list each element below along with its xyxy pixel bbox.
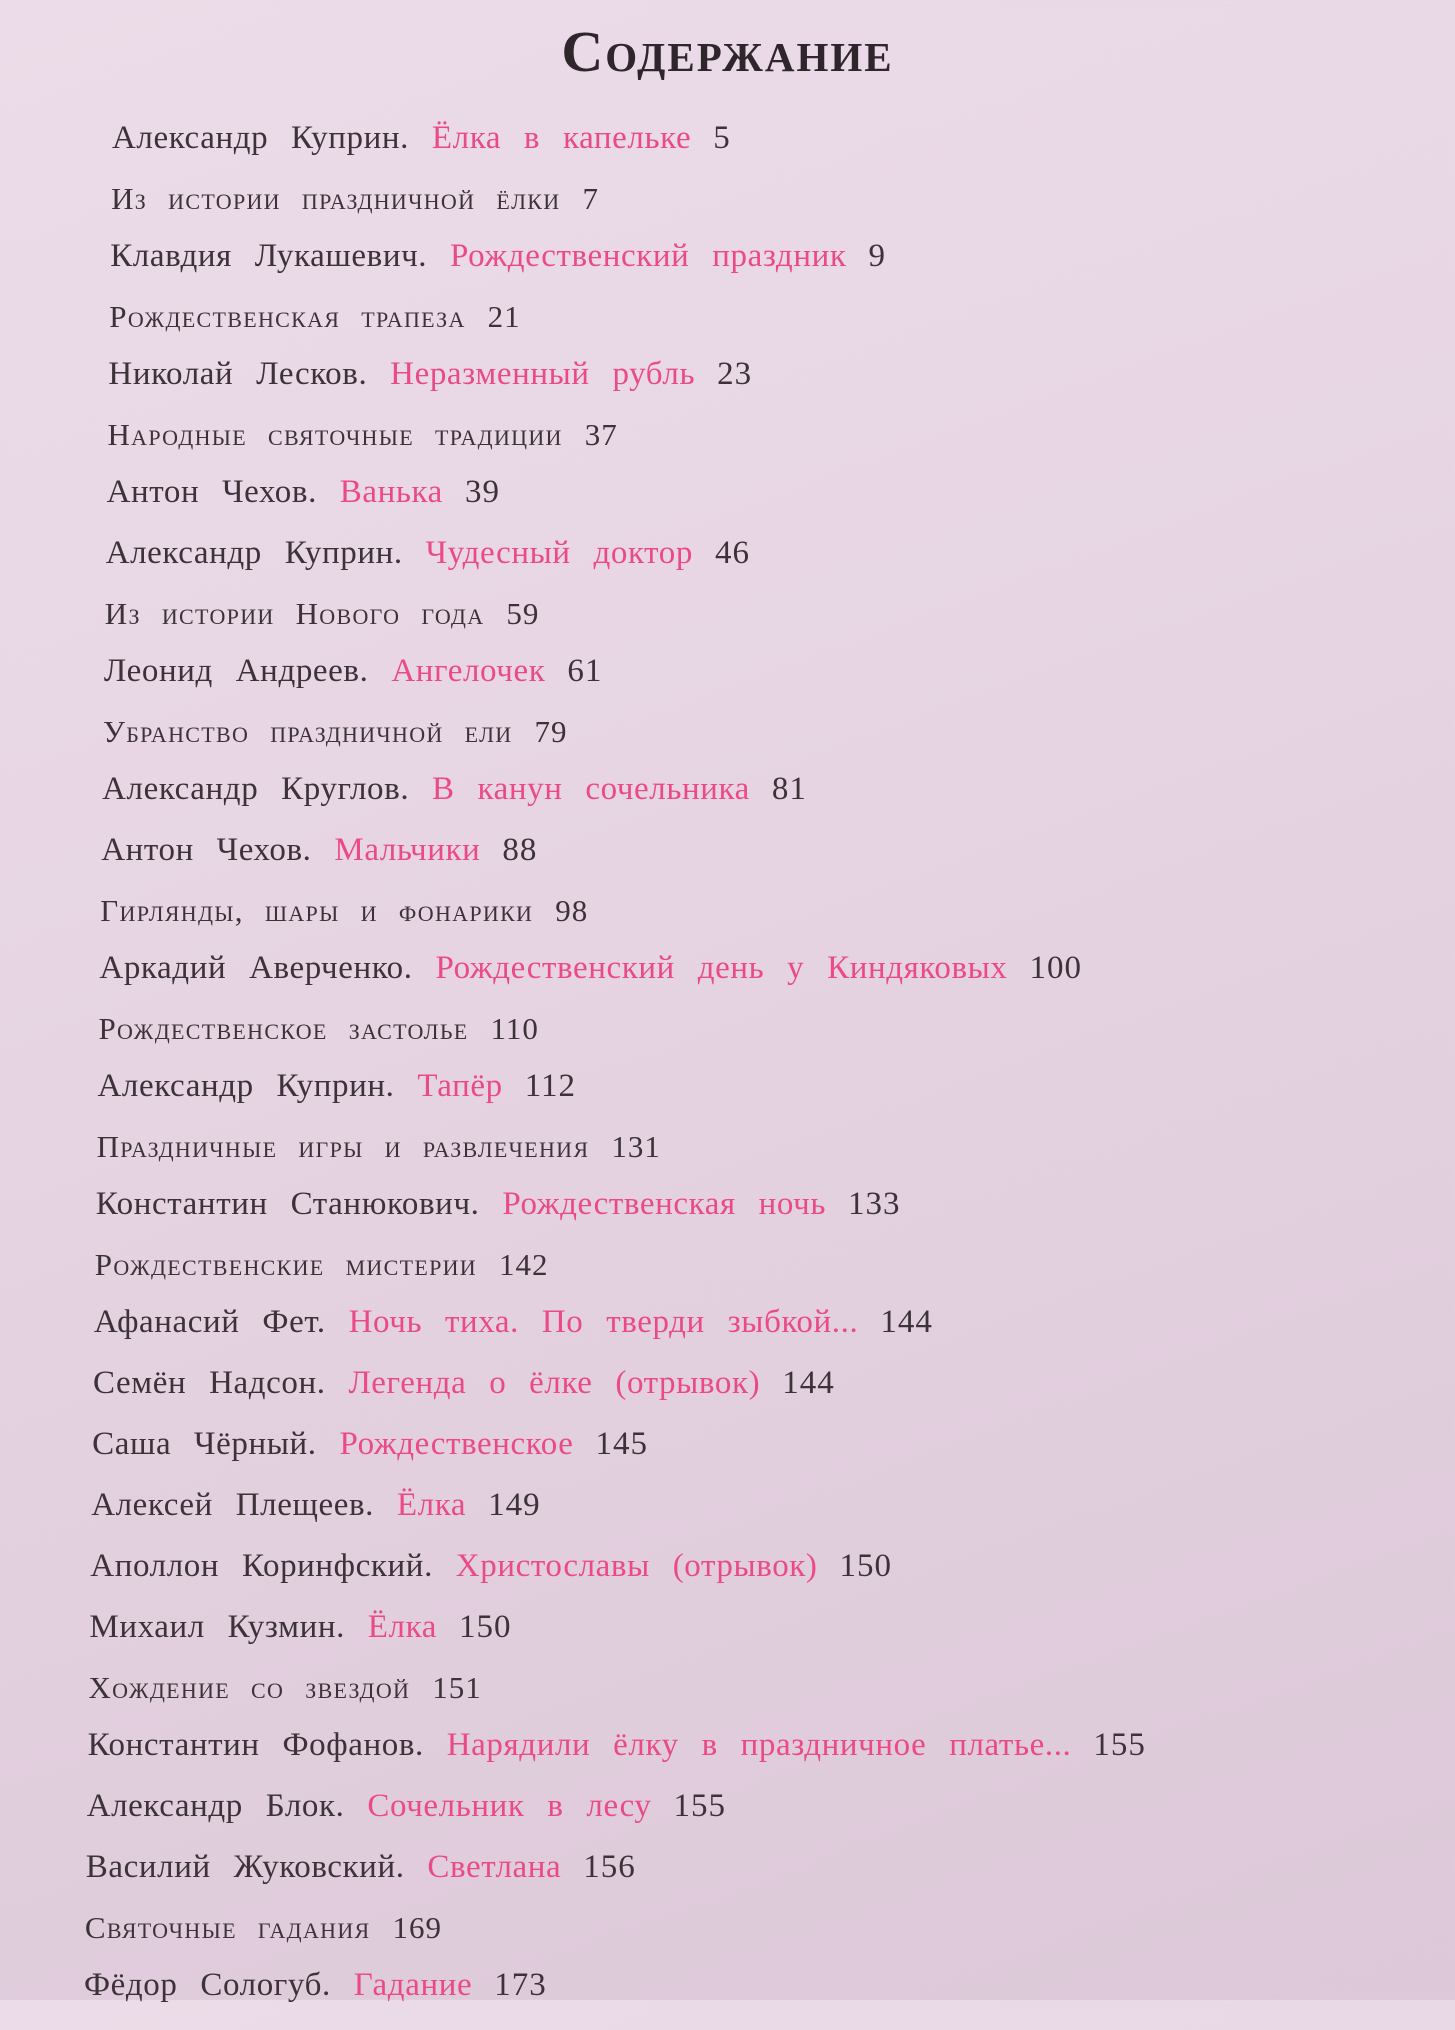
work-title: Тапёр	[417, 1068, 503, 1104]
author-name: Антон Чехов.	[101, 832, 312, 868]
page-number: 173	[494, 1967, 547, 2003]
toc-entry-article[interactable]	[0, 1131, 1455, 1188]
work-title: Сочельник в лесу	[367, 1788, 652, 1824]
toc-entry-story[interactable]	[0, 1550, 1455, 1611]
work-title: Рождественский праздник	[450, 238, 847, 274]
toc-entry-story[interactable]	[0, 1611, 1455, 1672]
page-number: 142	[498, 1247, 549, 1282]
toc-entry-article[interactable]	[0, 301, 1455, 358]
section-heading: Убранство праздничной ели	[103, 714, 513, 749]
author-name: Афанасий Фет.	[93, 1304, 326, 1340]
section-heading: Рождественская трапеза	[109, 299, 466, 334]
page-number: 100	[1029, 950, 1083, 986]
page-number: 98	[555, 893, 589, 928]
page-number: 39	[464, 474, 500, 510]
section-heading: Гирлянды, шары и фонарики	[100, 893, 534, 928]
page-number: 112	[524, 1068, 577, 1104]
page-number: 155	[1093, 1727, 1146, 1763]
author-name: Семён Надсон.	[93, 1365, 326, 1401]
toc-entry-article[interactable]	[0, 1249, 1455, 1306]
page-number: 150	[839, 1548, 893, 1584]
page-number: 145	[595, 1426, 648, 1462]
toc-entry-article[interactable]	[0, 419, 1455, 476]
toc-entry-article[interactable]	[0, 1013, 1455, 1070]
work-title: Легенда о ёлке (отрывок)	[348, 1365, 761, 1401]
author-name: Александр Куприн.	[97, 1068, 395, 1104]
toc-entry-story[interactable]	[0, 1790, 1455, 1851]
author-name: Константин Станюкович.	[95, 1186, 480, 1222]
author-name: Константин Фофанов.	[87, 1727, 424, 1763]
author-name: Фёдор Сологуб.	[84, 1967, 331, 2003]
toc-entry-story[interactable]	[0, 952, 1455, 1013]
author-name: Александр Блок.	[86, 1788, 345, 1824]
author-name: Саша Чёрный.	[92, 1426, 317, 1462]
work-title: Рождественский день у Киндяковых	[435, 950, 1008, 986]
page-number: 37	[584, 417, 618, 452]
toc-entry-story[interactable]	[0, 1367, 1455, 1428]
author-name: Аполлон Коринфский.	[90, 1548, 433, 1584]
toc-entry-story[interactable]	[0, 655, 1455, 716]
toc-entry-story[interactable]	[0, 122, 1455, 183]
page-number: 88	[502, 832, 538, 868]
toc-entry-story[interactable]	[0, 537, 1455, 598]
toc-entry-article[interactable]	[0, 1672, 1455, 1729]
toc-entry-story[interactable]	[0, 1489, 1455, 1550]
toc-entry-story[interactable]	[0, 773, 1455, 834]
toc-entry-story[interactable]	[0, 1070, 1455, 1131]
work-title: Рождественское	[339, 1426, 574, 1462]
work-title: В канун сочельника	[432, 771, 750, 807]
page-number: 110	[490, 1011, 539, 1046]
page-title: Содержание	[561, 19, 894, 84]
work-title: Христославы (отрывок)	[455, 1548, 818, 1584]
section-heading: Рождественские мистерии	[94, 1247, 477, 1282]
section-heading: Хождение со звездой	[88, 1670, 411, 1705]
section-heading: Рождественское застолье	[98, 1011, 469, 1046]
toc-entry-article[interactable]	[0, 716, 1455, 773]
work-title: Ночь тиха. По тверди зыбкой...	[348, 1304, 859, 1340]
author-name: Александр Куприн.	[112, 120, 410, 156]
page-number: 59	[506, 596, 540, 631]
author-name: Василий Жуковский.	[85, 1849, 405, 1885]
section-heading: Из истории праздничной ёлки	[111, 181, 561, 216]
toc-entry-article[interactable]	[0, 598, 1455, 655]
toc-entry-article[interactable]	[0, 895, 1455, 952]
page-number: 61	[567, 653, 603, 689]
toc-entry-story[interactable]	[0, 834, 1455, 895]
work-title: Гадание	[353, 1967, 473, 2003]
page-number: 150	[459, 1609, 512, 1645]
page-number: 21	[487, 299, 521, 334]
table-of-contents	[0, 122, 1455, 2030]
page-number: 149	[488, 1487, 541, 1523]
page-number: 133	[848, 1186, 901, 1222]
page-number: 144	[782, 1365, 835, 1401]
toc-entry-article[interactable]	[0, 1912, 1455, 1969]
toc-entry-story[interactable]	[0, 1428, 1455, 1489]
author-name: Николай Лесков.	[108, 356, 368, 392]
page-number: 151	[432, 1670, 482, 1705]
toc-entry-story[interactable]	[0, 1729, 1455, 1790]
section-heading: Народные святочные традиции	[107, 417, 563, 452]
author-name: Михаил Кузмин.	[89, 1609, 345, 1645]
author-name: Леонид Андреев.	[103, 653, 369, 689]
work-title: Ёлка	[396, 1487, 467, 1523]
toc-entry-story[interactable]	[0, 358, 1455, 419]
toc-entry-story[interactable]	[0, 1188, 1455, 1249]
work-title: Чудесный доктор	[425, 535, 693, 571]
page-number: 23	[717, 356, 753, 392]
page-number: 46	[714, 535, 750, 571]
author-name: Антон Чехов.	[106, 474, 317, 510]
author-name: Алексей Плещеев.	[91, 1487, 375, 1523]
page-number: 155	[673, 1788, 726, 1824]
section-heading: Святочные гадания	[84, 1910, 371, 1945]
toc-entry-story[interactable]	[0, 1306, 1455, 1367]
section-heading: Праздничные игры и развлечения	[96, 1129, 590, 1164]
page-number: 5	[713, 120, 731, 156]
page-number: 9	[868, 238, 886, 274]
page-number: 156	[583, 1849, 636, 1885]
author-name: Александр Куприн.	[105, 535, 403, 571]
author-name: Клавдия Лукашевич.	[110, 238, 428, 274]
work-title: Нарядили ёлку в праздничное платье...	[446, 1727, 1072, 1763]
page-number: 81	[771, 771, 807, 807]
section-heading: Из истории Нового года	[104, 596, 485, 631]
toc-entry-article[interactable]	[0, 183, 1455, 240]
work-title: Неразменный рубль	[390, 356, 696, 392]
work-title: Ёлка	[367, 1609, 438, 1645]
author-name: Александр Круглов.	[102, 771, 410, 807]
toc-entry-story[interactable]	[0, 476, 1455, 537]
work-title: Мальчики	[334, 832, 481, 868]
toc-entry-story[interactable]	[0, 240, 1455, 301]
page-number: 144	[880, 1304, 933, 1340]
work-title: Светлана	[427, 1849, 562, 1885]
page-number: 7	[582, 181, 599, 216]
page-number: 131	[611, 1129, 661, 1164]
work-title: Ёлка в капельке	[431, 120, 692, 156]
work-title: Рождественская ночь	[502, 1186, 826, 1222]
toc-entry-story[interactable]	[0, 1851, 1455, 1912]
work-title: Ангелочек	[391, 653, 546, 689]
page-number: 79	[534, 714, 568, 749]
page-number: 169	[392, 1910, 443, 1945]
author-name: Аркадий Аверченко.	[99, 950, 413, 986]
work-title: Ванька	[339, 474, 443, 510]
